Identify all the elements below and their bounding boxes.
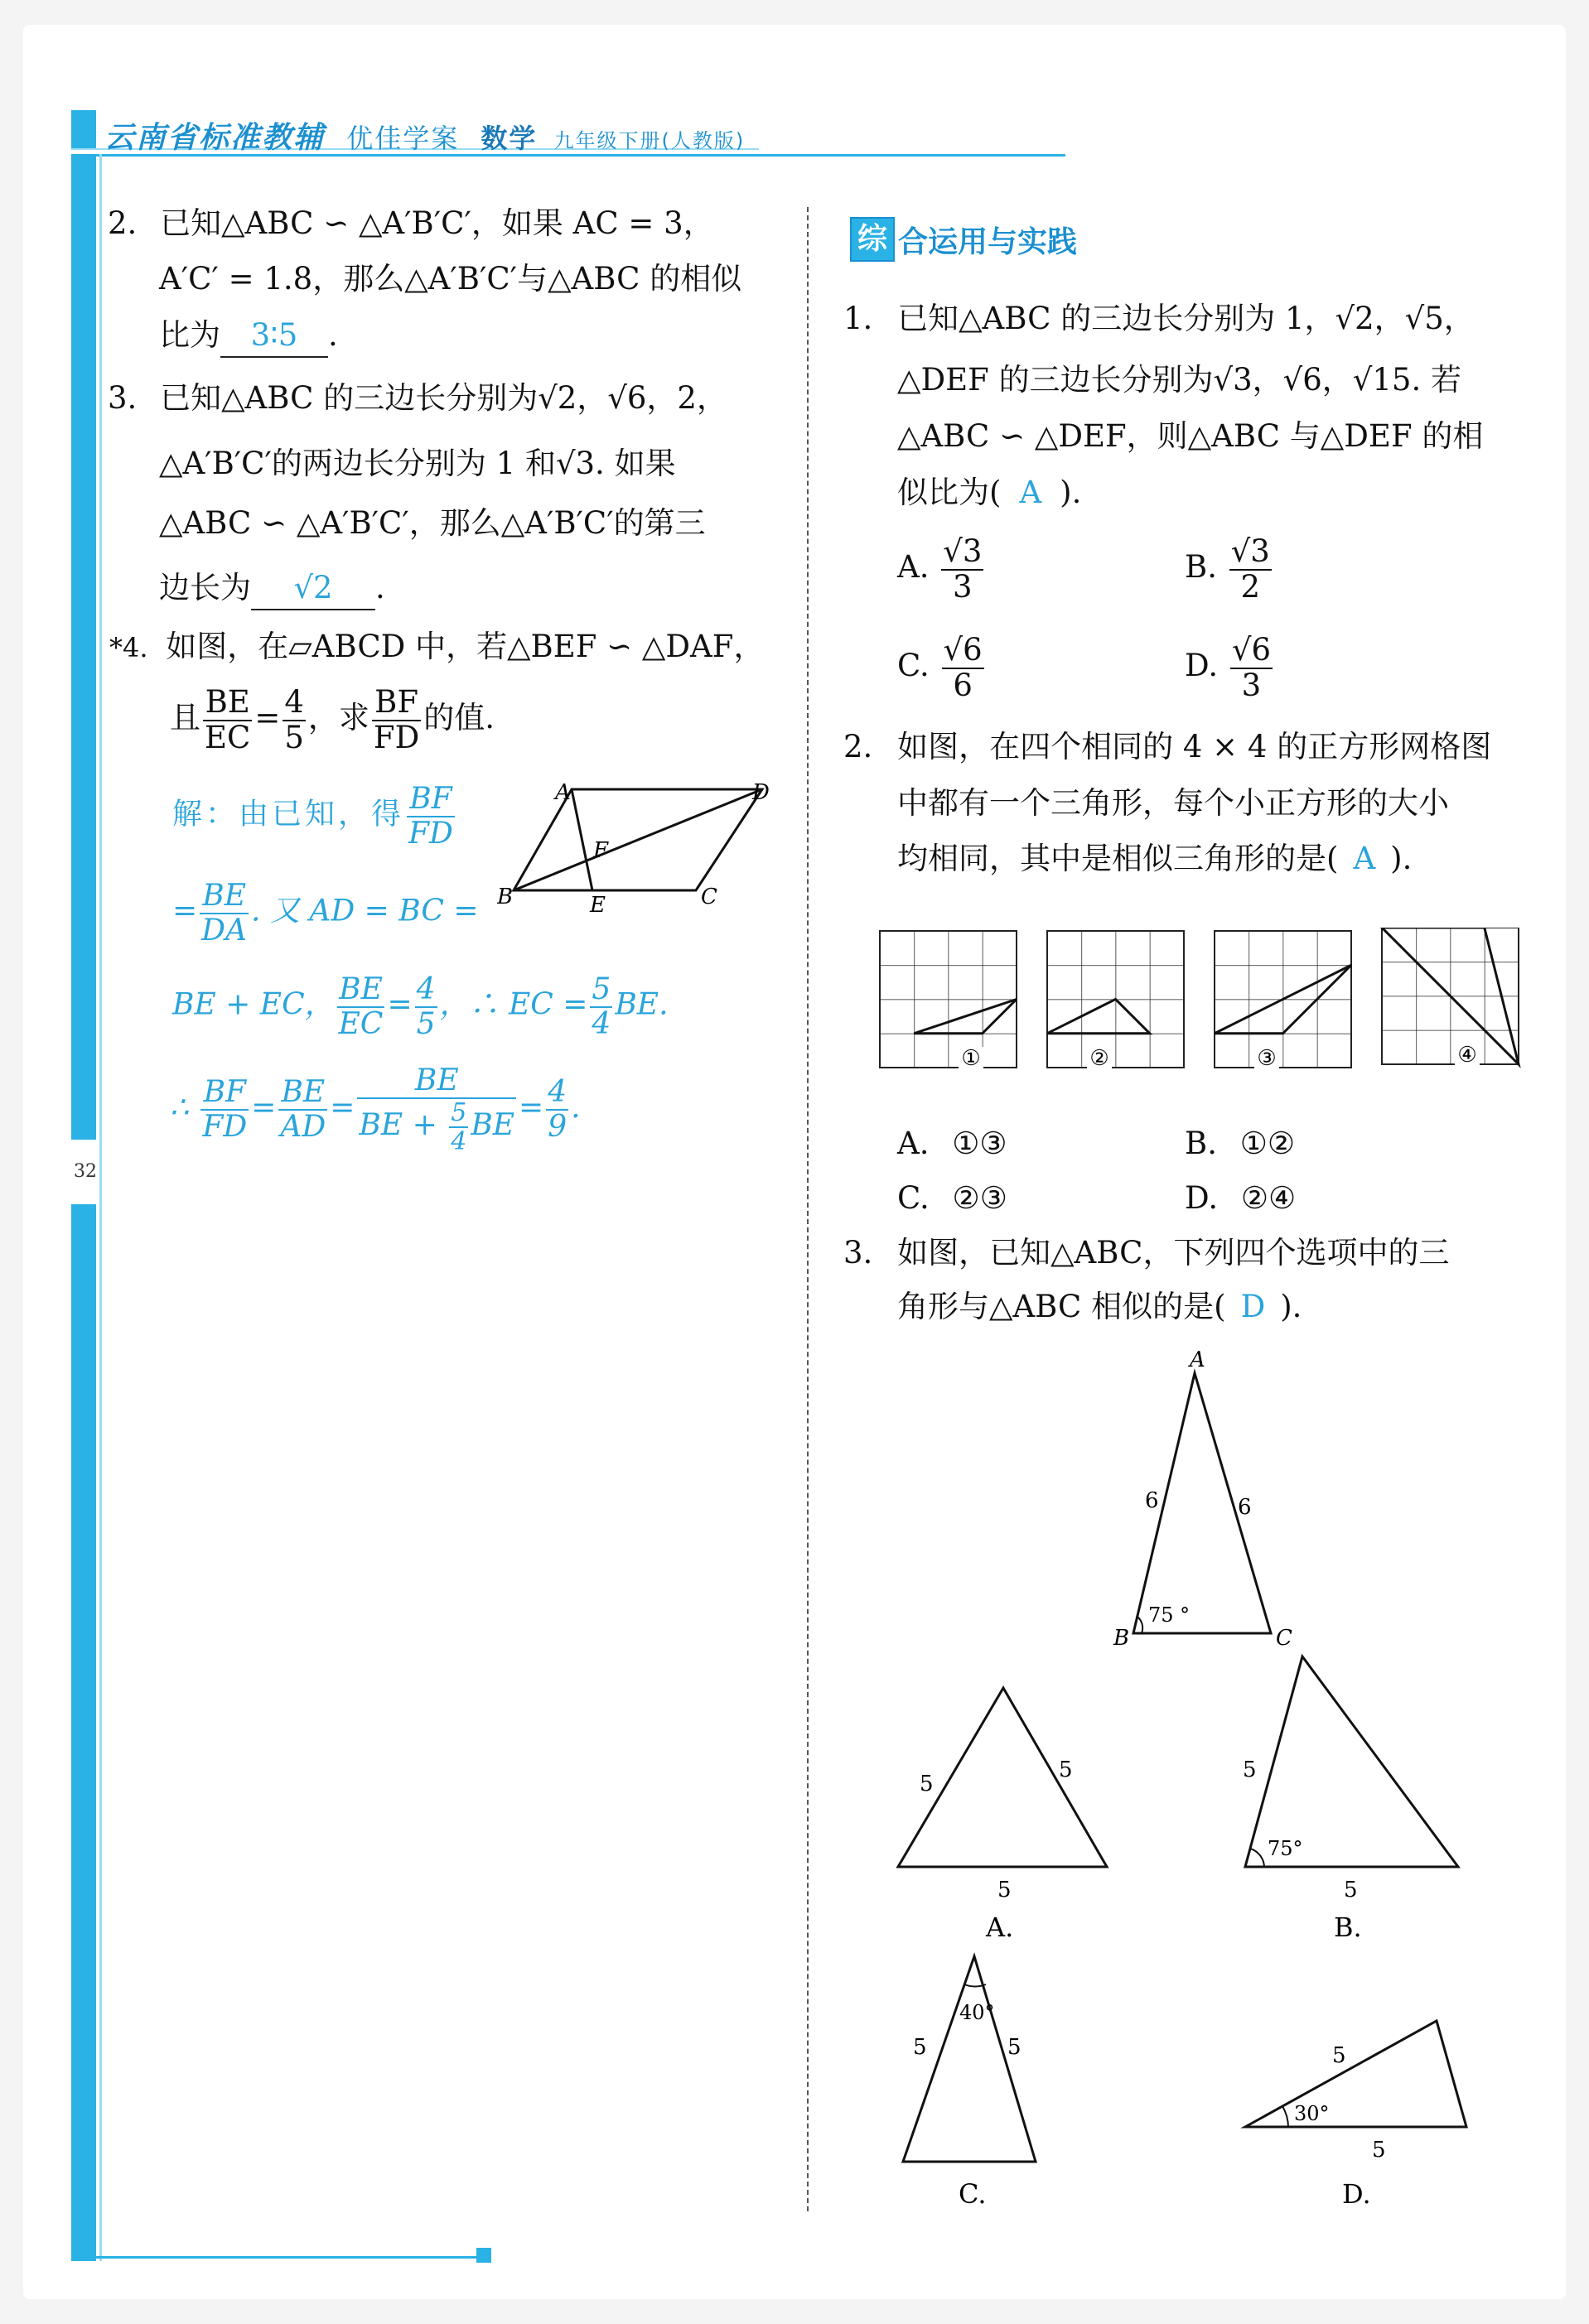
opt-c-label: C. — [959, 2178, 987, 2210]
frac-num: BE — [357, 1064, 516, 1099]
right-q1-text1: 已知△ABC 的三边长分别为 1，√2，√5， — [897, 301, 1475, 336]
footer-square — [476, 2248, 491, 2263]
frac-den: AD — [280, 1109, 326, 1144]
left-q3-number: 3. — [108, 380, 138, 416]
solution-eq: = — [519, 1090, 544, 1125]
segment-ae — [572, 789, 592, 890]
main-angle: 75 ° — [1148, 1603, 1191, 1627]
left-q4-frac-4-5 — [283, 686, 306, 755]
option-label: C. — [897, 1180, 930, 1216]
grid-4 — [1382, 928, 1519, 1068]
page-header — [104, 114, 745, 157]
frac-den: 4 — [592, 1006, 611, 1041]
option-b-triangle — [1243, 1656, 1458, 1943]
option-text: ②④ — [1240, 1180, 1297, 1216]
header-series: 优佳学案 — [346, 123, 460, 154]
section-title-text: 合运用与实践 — [898, 224, 1078, 259]
right-q2-text1: 如图，在四个相同的 4 × 4 的正方形网格图 — [897, 729, 1492, 764]
grid-figures — [878, 928, 1541, 1077]
solution-line2 — [172, 880, 479, 947]
frac-num: BE — [203, 686, 252, 721]
solution-text2: . 又 AD = BC = — [251, 894, 479, 928]
frac-num: BE — [278, 1076, 327, 1111]
option-label: B. — [1185, 1126, 1217, 1161]
left-q2-text1: 已知△ABC ∽ △A′B′C′，如果 AC = 3， — [160, 205, 714, 241]
right-q1-line1 — [843, 298, 1475, 340]
option-label: C. — [897, 648, 930, 684]
solution-eq: = — [251, 1090, 277, 1125]
opt-b-bottom: 5 — [1344, 1878, 1358, 1902]
label-d: D — [752, 780, 770, 805]
solution-mid: ，∴ EC = — [439, 987, 588, 1022]
solution-line3 — [172, 973, 669, 1040]
left-q4-frac-be-ec — [203, 686, 252, 755]
right-q1-option-b — [1185, 535, 1274, 604]
frac-num: √6 — [1231, 632, 1271, 668]
diagonal-bd — [514, 789, 762, 890]
option-label: B. — [1185, 549, 1217, 586]
solution-eq: = — [387, 987, 413, 1022]
solution-frac-bf-fd — [407, 783, 455, 850]
opt-d-bottom: 5 — [1372, 2138, 1386, 2162]
right-q1-suffix: ). — [1060, 475, 1082, 510]
left-q4-frac-bf-fd — [372, 686, 421, 755]
main-side-right: 6 — [1238, 1495, 1252, 1520]
solution-line1 — [172, 783, 457, 850]
opt-c-right: 5 — [1007, 2035, 1022, 2060]
option-text: ②③ — [952, 1180, 1007, 1216]
main-label-a: A — [1190, 1348, 1205, 1372]
label-c: C — [701, 885, 717, 909]
main-label-c: C — [1276, 1626, 1292, 1651]
right-q1-prefix: 似比为( — [897, 475, 1002, 510]
label-b: B — [497, 885, 514, 909]
left-q4-number: *4. — [109, 632, 148, 663]
grid-4-label: ④ — [1457, 1043, 1477, 1068]
left-q4-text1: 如图，在▱ABCD 中，若△BEF ∽ △DAF， — [166, 629, 765, 664]
left-q3-prefix: 边长为 — [159, 570, 251, 605]
opt-a-label: A. — [986, 1912, 1014, 1943]
opt-c-angle: 40° — [959, 2001, 995, 2024]
solution-frac-be-ad — [278, 1076, 327, 1143]
right-q3-line2 — [897, 1286, 1302, 1328]
frac-num: √3 — [943, 533, 983, 569]
frac-den: DA — [201, 913, 248, 947]
opt-a-right: 5 — [1059, 1757, 1073, 1782]
den-frac-5-4 — [449, 1099, 468, 1155]
opt-a-bottom: 5 — [997, 1878, 1012, 1902]
frac-num: 4 — [416, 972, 436, 1006]
right-q2-option-b — [1185, 1123, 1295, 1164]
right-q1-option-d — [1185, 634, 1275, 702]
left-q3-line2: △A′B′C′的两边长分别为 1 和√3. 如果 — [159, 446, 676, 481]
right-q1-line4 — [897, 472, 1081, 513]
left-q4-mid: ，求 — [307, 700, 369, 736]
frac-den: FD — [373, 719, 420, 755]
opt-a-left: 5 — [920, 1772, 934, 1796]
opt-b-left: 5 — [1243, 1757, 1257, 1782]
grid-3 — [1215, 931, 1351, 1071]
right-q3-text1: 如图，已知△ABC，下列四个选项中的三 — [897, 1235, 1450, 1270]
right-q1-line2: △DEF 的三边长分别为√3，√6，√15. 若 — [897, 362, 1461, 398]
therefore-symbol: ∴ — [170, 1090, 189, 1125]
right-q2-option-a — [897, 1123, 1007, 1164]
option-d-triangle — [1245, 2021, 1466, 2210]
frac-den: 2 — [1240, 568, 1261, 605]
option-label: D. — [1185, 1180, 1219, 1216]
main-side-left: 6 — [1145, 1488, 1159, 1513]
frac-num: BE — [337, 973, 385, 1008]
left-rail-bottom — [71, 1204, 96, 2261]
right-q1-option-c — [897, 634, 987, 702]
label-f: F — [593, 838, 609, 863]
frac-den: FD — [202, 1109, 248, 1144]
solution-end4: . — [571, 1090, 581, 1125]
right-q1-line3: △ABC ∽ △DEF，则△ABC 与△DEF 的相 — [897, 418, 1484, 454]
right-q2-option-d — [1185, 1178, 1296, 1219]
opt-c-left: 5 — [913, 2035, 927, 2060]
solution-frac-4-9 — [546, 1076, 568, 1143]
frac-den: 6 — [953, 667, 973, 703]
option-label: D. — [1185, 648, 1219, 684]
option-b-frac — [1229, 535, 1272, 604]
frac-num: 4 — [548, 1075, 568, 1110]
label-a: A — [555, 780, 571, 805]
right-q3-suffix: ). — [1280, 1289, 1302, 1324]
frac-num: BF — [200, 1076, 249, 1111]
left-q2-prefix: 比为 — [159, 317, 220, 353]
right-q3-number: 3. — [843, 1235, 873, 1270]
solution-frac-bf-fd-2 — [200, 1076, 249, 1143]
main-label-b: B — [1113, 1626, 1130, 1651]
frac-den: FD — [408, 816, 453, 851]
left-q3-text1: 已知△ABC 的三边长分别为√2，√6，2， — [160, 380, 727, 416]
frac-den: 9 — [548, 1109, 568, 1144]
right-q2-answer: A — [1353, 841, 1376, 876]
grid-3-label: ③ — [1257, 1046, 1277, 1071]
left-q2-line1 — [108, 203, 714, 244]
option-a-triangle — [898, 1688, 1107, 1943]
solution-frac-be-ec — [337, 973, 385, 1040]
left-q2-line2: A′C′ = 1.8，那么△A′B′C′与△ABC 的相似 — [159, 261, 742, 297]
grid-2 — [1047, 931, 1184, 1071]
den-post: BE — [471, 1107, 515, 1142]
solution-frac-4-5 — [415, 973, 437, 1040]
grid-2-label: ② — [1089, 1046, 1109, 1071]
left-q4-suffix: 的值. — [423, 700, 495, 736]
right-q1-option-a — [897, 535, 986, 604]
left-q4-line2 — [170, 686, 495, 755]
page-number: 32 — [74, 1161, 97, 1182]
triangle-figures — [878, 1333, 1558, 2220]
left-q2-suffix: . — [328, 317, 338, 353]
solution-intro: 解：由已知，得 — [172, 797, 405, 832]
solution-eq: = — [172, 894, 198, 928]
frac-den: 3 — [953, 568, 973, 605]
right-q2-suffix: ). — [1390, 841, 1413, 876]
footer-rule — [71, 2256, 485, 2259]
option-c-triangle — [903, 1956, 1036, 2210]
left-q3-line3: △ABC ∽ △A′B′C′，那么△A′B′C′的第三 — [159, 505, 706, 541]
left-q2-line3 — [159, 315, 338, 358]
left-q3-answer: √2 — [251, 567, 375, 610]
right-q3-prefix: 角形与△ABC 相似的是( — [897, 1289, 1226, 1324]
solution-frac-5-4 — [590, 973, 612, 1040]
grid-1-label: ① — [961, 1046, 981, 1071]
option-a-frac — [941, 535, 983, 604]
opt-d-label: D. — [1342, 2178, 1371, 2210]
den-pre: BE + — [359, 1107, 437, 1142]
left-q3-suffix: . — [375, 570, 385, 605]
right-q2-line2: 中都有一个三角形，每个小正方形的大小 — [897, 785, 1449, 821]
right-q1-number: 1. — [843, 301, 873, 336]
frac-num: BF — [372, 686, 421, 721]
frac-den: 3 — [1241, 667, 1262, 703]
solution-line4 — [170, 1064, 581, 1155]
frac-den: EC — [205, 719, 251, 755]
option-text: ①③ — [952, 1126, 1007, 1161]
header-brand: 云南省标准教辅 — [104, 121, 326, 155]
right-q2-prefix: 均相同，其中是相似三角形的是( — [897, 841, 1339, 876]
opt-d-angle: 30° — [1294, 2102, 1330, 2125]
solution-eq: = — [330, 1090, 355, 1125]
right-q1-answer: A — [1019, 475, 1042, 510]
frac-num: √3 — [1230, 533, 1270, 569]
frac-den: 4 — [451, 1126, 467, 1156]
right-q2-line1 — [843, 726, 1491, 768]
frac-den: 5 — [416, 1006, 436, 1041]
column-divider — [807, 207, 809, 2211]
section-title — [850, 217, 1077, 262]
header-subject: 数学 — [481, 123, 538, 154]
frac-num: BE — [200, 880, 249, 914]
solution-frac-compound — [357, 1064, 516, 1155]
left-q4-line1 — [109, 626, 764, 668]
frac-den — [357, 1099, 516, 1155]
right-q3-line1 — [843, 1232, 1449, 1274]
opt-b-angle: 75° — [1268, 1837, 1303, 1860]
option-c-frac — [942, 634, 984, 702]
right-q3-answer: D — [1240, 1289, 1266, 1324]
left-q3-line4 — [159, 567, 385, 610]
header-accent-block — [71, 110, 96, 148]
frac-num: 5 — [592, 972, 611, 1006]
left-q2-answer: 3∶5 — [220, 315, 328, 358]
main-triangle — [1113, 1348, 1292, 1651]
header-grade: 九年级下册(人教版) — [553, 129, 746, 152]
frac-num: BF — [407, 783, 455, 817]
left-q3-line1 — [108, 378, 727, 419]
option-text: ①② — [1239, 1126, 1296, 1161]
frac-den: EC — [338, 1006, 384, 1041]
right-q2-option-c — [897, 1178, 1007, 1219]
frac-num: 5 — [451, 1097, 467, 1127]
left-rail-top — [71, 154, 96, 1140]
option-label: A. — [897, 549, 930, 586]
right-q2-line3 — [897, 838, 1412, 880]
opt-b-label: B. — [1334, 1912, 1362, 1943]
left-q2-number: 2. — [108, 205, 138, 241]
solution-text3: BE + EC， — [172, 987, 335, 1022]
left-q4-prefix: 且 — [170, 700, 200, 736]
solution-frac-be-da — [200, 880, 249, 947]
frac-num: √6 — [943, 632, 983, 668]
opt-d-top: 5 — [1332, 2043, 1346, 2068]
parallelogram-figure — [497, 774, 779, 915]
solution-end3: BE. — [615, 987, 669, 1022]
left-rail-inner-line — [99, 154, 102, 2261]
option-d-frac — [1230, 634, 1273, 702]
label-e: E — [590, 893, 606, 915]
left-q4-eq: = — [254, 700, 281, 736]
grid-1 — [880, 931, 1017, 1071]
option-label: A. — [897, 1126, 930, 1161]
section-badge: 综 — [850, 217, 895, 262]
frac-num: 4 — [284, 684, 304, 720]
right-q2-number: 2. — [843, 729, 873, 764]
frac-den: 5 — [284, 719, 304, 755]
